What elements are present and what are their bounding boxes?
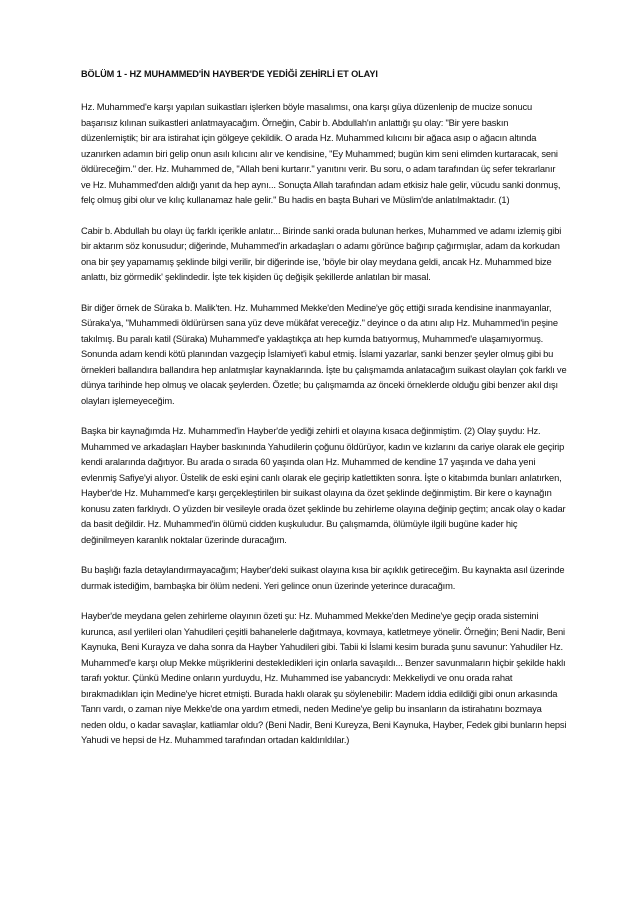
paragraph-6: Hayber'de meydana gelen zehirleme olayının özeti şu: Hz. Muhammed Mekke'den Medine'ye geçip orada sistemini kurunca, asıl yerlileri olan Yahudileri çeşitli bahanelerle dağıtmaya, kovmaya, katletmeye yönelir. Örneğin; Beni Nadir, Beni Kaynuka, Beni Kurayza ve daha sonra da Hayber Yahudileri gibi. Tabii ki İslami kesim burada şunu savunur: Yahudiler Hz. Muhammed'e karşı olup Mekke müşriklerini destekledikleri için onlarla savaşıldı... Benzer savunmaların hiçbir şekilde haklı tarafı yoktur. Çünkü Medine onların yurduydu, Hz. Muhammed ise yabancıydı: Mekkeliydi ve onu orada rahat bırakmadıkları için Medine'ye hicret etmişti. Burada haklı olarak şu söylenebilir: Madem iddia edildiği gibi onun arkasında Tanrı vardı, o zaman niye Mekke'de ona yardım etmedi, neden Medine'ye gelip bu insanların da istirahatını bozmaya neden oldu, o kadar savaşlar, katliamlar oldu? (Beni Nadir, Beni Kureyza, Beni Kaynuka, Hayber, Fedek gibi bunların hepsi Yahudi ve hepsi de Hz. Muhammed tarafından ortadan kaldırıldılar.) bbox=[81, 611, 567, 745]
paragraph-2: Cabir b. Abdullah bu olayı üç farklı içerikle anlatır... Birinde sanki orada bulunan herkes, Muhammed ve adamı izlemiş gibi bir aktarım söz konusudur; diğerinde, Muhammed'in arkadaşları o adamı görünce bağırıp çağırmışlar, adam da korkudan ona bir şey yapamamış şeklinde bilgi verilir, bir diğerinde ise, 'böyle bir olay meydana geldi, ancak Hz. Muhammed bize anlattı, biz görmedik' şeklindedir. İşte tek kişiden üç değişik şekillerde anlatılan bir masal. bbox=[81, 225, 562, 282]
paragraph-1: Hz. Muhammed'e karşı yapılan suikastları işlerken böyle masalımsı, ona karşı güya düzenlenip de mucize sonucu başarısız kılınan suikastleri anlatmayacağım. Örneğin, Cabir b. Abdullah'ın anlattığı şu olay: "Bir yere baskın düzenlemiştik; bir ara istirahat için gölgeye çekildik. O arada Hz. Muhammed kılıcını bir ağaca asıp o ağacın altında uzanırken adamın biri gelip onun asılı kılıcını alır ve kendisine, "Ey Muhammed; bugün kim seni elimden kurtaracak, seni öldüreceğim." der. Hz. Muhammed de, "Allah beni kurtarır." yanıtını verir. Bu soru, o adam tarafından üç sefer tekrarlanır ve Hz. Muhammed'den aldığı yanıt da hep aynı... Sonuçta Allah tarafından adam etkisiz hale gelir, vücudu sanki donmuş, felç olmuş gibi olur ve kılıç kullanamaz hale gelir." Bu hadis en başta Buhari ve Müslim'de anlatılmaktadır. (1) bbox=[81, 102, 561, 205]
chapter-title: BÖLÜM 1 - HZ MUHAMMED'İN HAYBER'DE YEDİĞİ ZEHİRLİ ET OLAYI bbox=[81, 69, 378, 79]
document-page bbox=[81, 68, 567, 764]
paragraph-5: Bu başlığı fazla detaylandırmayacağım; Hayber'deki suikast olayına kısa bir açıklık getireceğim. Bu kaynakta asıl üzerinde durmak istediğim, bambaşka bir ölüm nedeni. Yeri gelince onun üzerinde yeterince duracağım. bbox=[81, 565, 565, 591]
paragraph-4: Başka bir kaynağımda Hz. Muhammed'in Hayber'de yediği zehirli et olayına kısaca değinmiştim. (2) Olay şuydu: Hz. Muhammed ve arkadaşları Hayber baskınında Yahudilerin çoğunu öldürüyor, kadın ve kızlarını da cariye olarak ele geçirip kendi aralarında dağıtıyor. Bu arada o sırada 60 yaşında olan Hz. Muhammed de kendine 17 yaşında ve daha yeni evlenmiş Safiye'yi alıyor. Üstelik de eski eşini canlı olarak ele geçirip katlettikten sonra. İşte o kitabımda bunları anlatırken, Hayber'de Hz. Muhammed'e karşı gerçekleştirilen bir suikast olayına da özet şeklinde değinmiştim. Bir kere o kaynağın konusu zaten farklıydı. O yüzden bir vesileyle orada özet şeklinde bu zehirleme olayına değinip geçtim; ancak olay o kadar da basit değildir. Hz. Muhammed'in ölümü cidden kuşkuludur. Bu çalışmamda, ölümüyle ilgili bugüne kader hiç değinilmeyen karanlık noktalar üzerinde duracağım. bbox=[81, 426, 566, 545]
paragraph-3: Bir diğer örnek de Süraka b. Malik'ten. Hz. Muhammed Mekke'den Medine'ye göç ettiği sırada kendisine inanmayanlar, Süraka'ya, "Muhammedi öldürürsen sana yüz deve mükâfat vereceğiz." deyince o da atını alıp Hz. Muhammed'in peşine takılmış. Bu paralı katil (Süraka) Muhammed'e yaklaştıkça atı hep kumda batıyormuş, Muhammed'e ulaşamıyormuş. Sonunda adam kendi kötü planından vazgeçip İslamiyet'i kabul etmiş. İslami yazarlar, sanki benzer şeyler olmuş gibi bu örnekleri ballandıra ballandıra hep anlatmışlar kaynaklarında. İşte bu çalışmamda anlatacağım suikast olayları çok farklı ve dünya tarihinde hep olmuş ve olacak şeylerden. Özetle; bu çalışmamda az önceki örneklerde olduğu gibi benzer akıl dışı olayları işlemeyeceğim. bbox=[81, 302, 567, 406]
